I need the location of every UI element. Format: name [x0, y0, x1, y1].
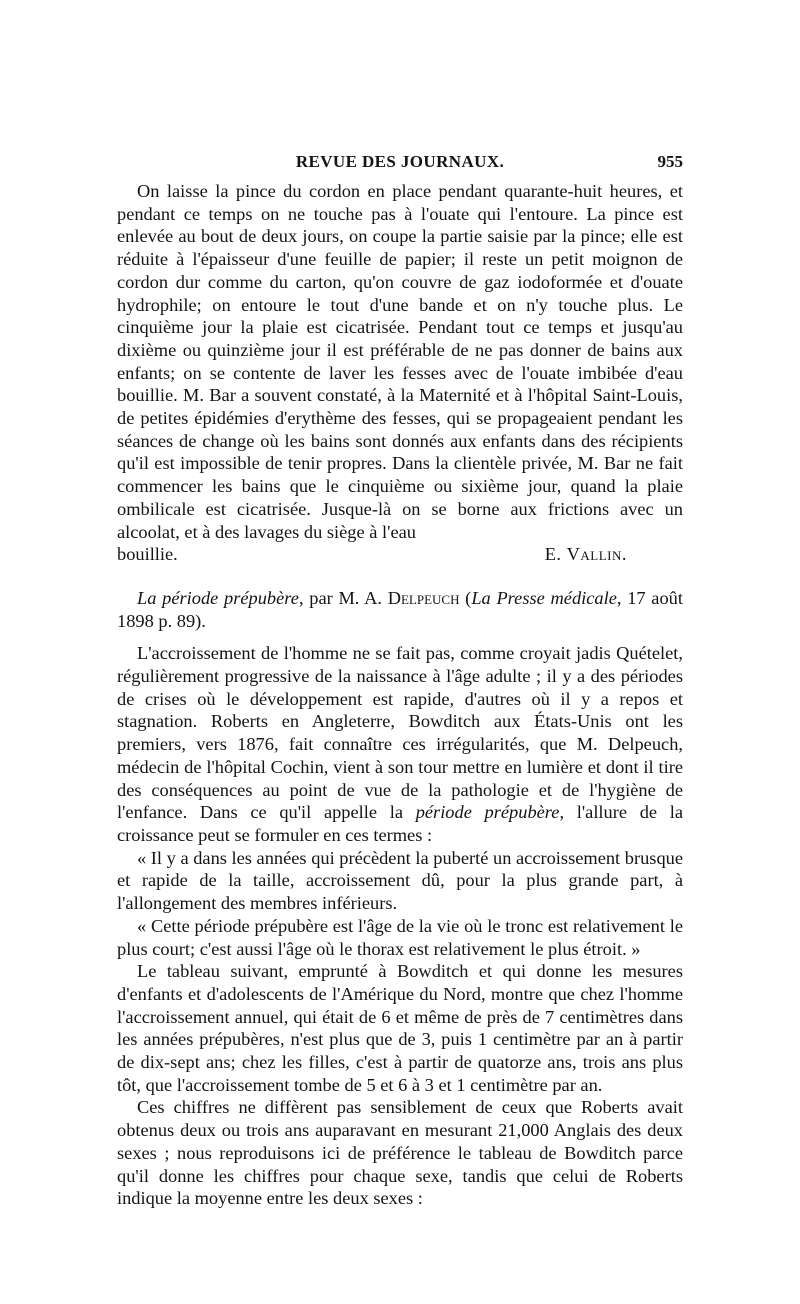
article-quote-1: « Il y a dans les années qui précèdent la puberté un accroissement brusque et rapide de la taille, accroissement dû, pour la plus grande part, à l'allongement des membres inférieurs. [117, 847, 683, 914]
source-details: , 17 août 1898 p. 89). [117, 587, 683, 631]
closing-word: bouillie. [117, 544, 178, 565]
article-paragraph-1-text-a: L'accroissement de l'homme ne se fait pas, comme croyait jadis Quételet, régulièrement progressive de la naissance à l'âge adulte ; il y a des périodes de crises où le développement est rapide, d'autres où il y a repos et stagnation. Roberts en Angleterre, Bowditch aux États-Unis ont les premiers, vers 1876, fait connaître ces irrégularités, que M. Delpeuch, médecin de l'hôpital Cochin, vient à son tour mettre en lumière et dont il tire des conséquences au point de vue de la pathologie et de l'hygiène de l'enfance. Dans ce qu'il appelle la [117, 643, 683, 823]
article-paragraph-3: Ces chiffres ne diffèrent pas sensiblement de ceux que Roberts avait obtenus deux ou trois ans auparavant en mesurant 21,000 Anglais des deux sexes ; nous reproduisons ici de préférence le tableau de Bowditch parce qu'il donne les chiffres pour chaque sexe, tandis que celui de Roberts indique la moyenne entre les deux sexes : [117, 1097, 683, 1209]
running-title: REVUE DES JOURNAUX. [295, 152, 505, 171]
source-journal: La Presse médicale [471, 587, 617, 608]
page-header [117, 152, 683, 180]
previous-review-paragraph: On laisse la pince du cordon en place pendant quarante-huit heures, et pendant ce temps on ne touche pas à l'ouate qui l'entoure. La pince est enlevée au bout de deux jours, on coupe la partie saisie par la pince; elle est réduite à l'épaisseur d'une feuille de papier; il reste un petit moignon de cordon dur comme du carton, qu'on couvre de gaz iodoformée et d'ouate hydrophile; on entoure le tout d'une bande et on n'y touche plus. Le cinquième jour la plaie est cicatrisée. Pendant tout ce temps et jusqu'au dixième ou quinzième jour il est préférable de ne pas donner de bains aux enfants; on se contente de laver les fesses avec de l'ouate imbibée d'eau bouillie. M. Bar a souvent constaté, à la Maternité et à l'hôpital Saint-Louis, de petites épidémies d'erythème des fesses, qui se propageaient pendant les séances de change où les bains sont donnés aux enfants dans des récipients qu'il est impossible de tenir propres. Dans la clientèle privée, M. Bar ne fait commencer les bains que le cinquième ou sixième jour, quand la plaie ombilicale est cicatrisée. Jusque-là on se borne aux frictions avec un alcoolat, et à des lavages du siège à l'eau [117, 181, 683, 542]
article-by: , par M. A. [298, 587, 388, 608]
article-author: Delpeuch [387, 587, 460, 608]
article-heading [117, 587, 683, 632]
page-number: 955 [657, 152, 683, 171]
article-title: La période prépubère [137, 587, 299, 608]
article-paragraph-1-italic: période prépubère [415, 802, 560, 823]
signature-initial: E. [544, 544, 567, 565]
source-open: ( [459, 587, 472, 608]
signature-line [117, 543, 683, 566]
journal-page [117, 152, 683, 1210]
signature-name: Vallin. [566, 544, 627, 565]
article-quote-2: « Cette période prépubère est l'âge de la vie où le tronc est relativement le plus court; c'est aussi l'âge où le thorax est relativement le plus étroit. » [117, 915, 683, 959]
article-paragraph-1-text-b: , l'allure de la croissance peut se formuler en ces termes : [117, 802, 684, 845]
article-paragraph-2: Le tableau suivant, emprunté à Bowditch et qui donne les mesures d'enfants et d'adolescents de l'Amérique du Nord, montre que chez l'homme l'accroissement annuel, qui était de 6 et même de près de 7 centimètres dans les années prépubères, n'est plus que de 3, puis 1 centimètre par an à partir de dix-sept ans; chez les filles, c'est à partir de quatorze ans, trois ans plus tôt, que l'accroissement tombe de 5 et 6 à 3 et 1 centimètre par an. [117, 961, 683, 1095]
article-paragraph-1 [117, 642, 683, 846]
author-signature [545, 543, 683, 566]
